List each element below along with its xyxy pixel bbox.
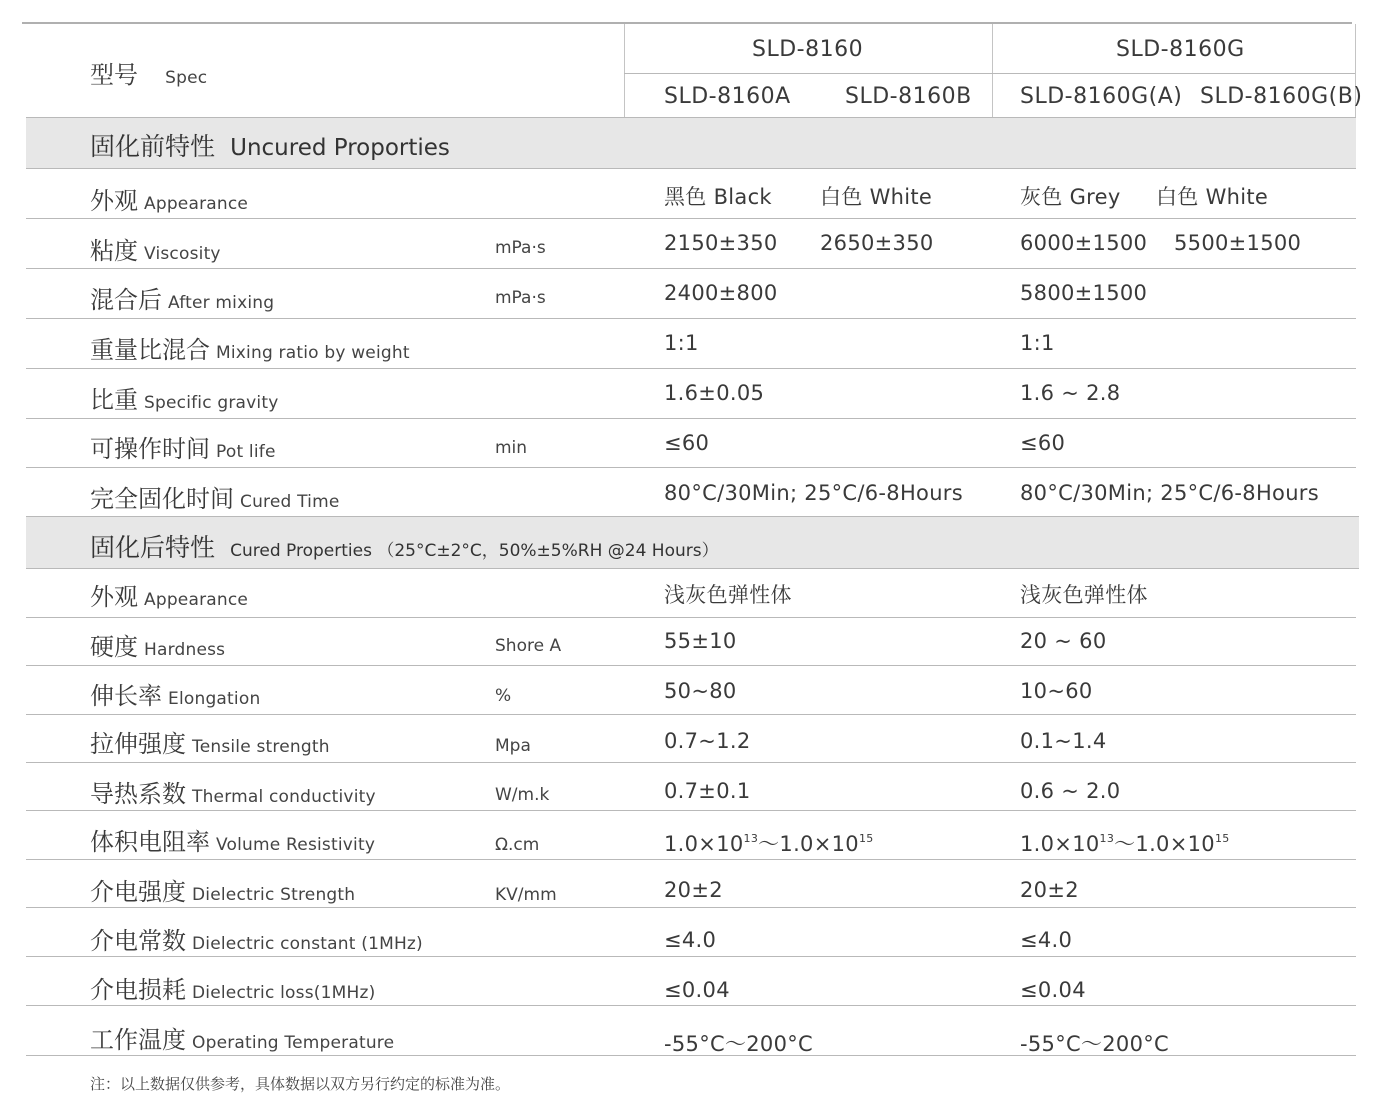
- property-en: Dielectric loss(1MHz): [192, 983, 376, 1003]
- property-zh: 介电损耗: [90, 976, 186, 1004]
- value-c: 0.6 ~ 2.0: [1020, 779, 1121, 803]
- unit: mPa·s: [495, 288, 546, 308]
- col-header-c: SLD-8160G(A): [1020, 84, 1183, 109]
- col-header-a: SLD-8160A: [664, 84, 791, 109]
- value-a: 1.6±0.05: [664, 381, 765, 405]
- property-label: [90, 577, 248, 612]
- property-en: Thermal conductivity: [192, 787, 376, 807]
- value-c: 浅灰色弹性体: [1020, 583, 1148, 607]
- property-label: [90, 479, 340, 514]
- row-rule: [26, 810, 1356, 811]
- property-label: [90, 921, 423, 956]
- property-en: Appearance: [144, 194, 249, 214]
- property-label: [90, 429, 276, 464]
- property-zh: 粘度: [90, 237, 138, 265]
- value-c: ≤60: [1020, 431, 1066, 455]
- property-label: [90, 1020, 394, 1055]
- value-a: 55±10: [664, 629, 737, 653]
- spec-header-cell: [90, 55, 207, 90]
- unit: mPa·s: [495, 238, 546, 258]
- value-a: ≤4.0: [664, 928, 717, 952]
- unit: Mpa: [495, 736, 531, 756]
- value-c: 5800±1500: [1020, 281, 1148, 305]
- unit: min: [495, 438, 528, 458]
- value-c: 20 ~ 60: [1020, 629, 1107, 653]
- property-en: After mixing: [168, 293, 275, 313]
- group-header-sld-8160: SLD-8160: [752, 37, 864, 62]
- value-a-base: 1.0×10: [664, 832, 744, 856]
- value-a: 0.7±0.1: [664, 779, 751, 803]
- property-label: [90, 724, 330, 759]
- value-c: 6000±1500: [1020, 231, 1148, 255]
- property-label: [90, 627, 225, 662]
- value-a: ≤0.04: [664, 978, 730, 1002]
- value-c: 10~60: [1020, 679, 1093, 703]
- property-label: [90, 970, 375, 1005]
- value-c: 灰色 Grey: [1020, 185, 1121, 209]
- value-b: 白色 White: [820, 185, 933, 209]
- property-zh: 拉伸强度: [90, 730, 186, 758]
- value-a: -55°C～200°C: [664, 1032, 814, 1056]
- header-divider-2: [992, 24, 993, 117]
- value-d: 5500±1500: [1174, 231, 1302, 255]
- value-a: 黑色 Black: [664, 185, 772, 209]
- row-rule: [26, 665, 1356, 666]
- unit: Ω.cm: [495, 835, 540, 855]
- value-a-exponent: 13: [743, 832, 759, 845]
- value-d: 白色 White: [1156, 185, 1269, 209]
- property-zh: 外观: [90, 187, 138, 215]
- property-zh: 外观: [90, 583, 138, 611]
- value-a: 0.7~1.2: [664, 729, 751, 753]
- property-label: [90, 231, 221, 266]
- row-rule: [26, 268, 1356, 269]
- row-rule: [26, 418, 1356, 419]
- unit: W/m.k: [495, 785, 550, 805]
- header-mid-rule: [624, 73, 1355, 74]
- property-en: Appearance: [144, 590, 249, 610]
- value-c-base: 1.0×10: [1020, 832, 1100, 856]
- property-label: [90, 330, 410, 365]
- value-a: [664, 828, 874, 858]
- property-zh: 导热系数: [90, 780, 186, 808]
- cured-title-en: Cured Properties （25°C±2°C，50%±5%RH @24 Hours）: [230, 541, 719, 561]
- value-c: 1:1: [1020, 331, 1055, 355]
- property-zh: 伸长率: [90, 682, 162, 710]
- row-rule: [26, 467, 1356, 468]
- value-c: [1020, 828, 1230, 858]
- value-c-exponent-2: 15: [1214, 832, 1230, 845]
- col-header-b: SLD-8160B: [845, 84, 972, 109]
- top-rule: [22, 22, 1352, 24]
- header-divider-1: [624, 24, 625, 117]
- property-zh: 完全固化时间: [90, 485, 234, 513]
- group-header-sld-8160g: SLD-8160G: [1116, 37, 1245, 62]
- value-a: ≤60: [664, 431, 710, 455]
- row-rule: [26, 956, 1356, 957]
- value-c-exponent: 13: [1099, 832, 1115, 845]
- value-a: 1:1: [664, 331, 699, 355]
- value-a: 80°C/30Min; 25°C/6-8Hours: [664, 481, 963, 505]
- value-a: 50~80: [664, 679, 737, 703]
- cured-title-zh: 固化后特性: [90, 533, 216, 562]
- value-c: 1.6 ~ 2.8: [1020, 381, 1121, 405]
- property-label: [90, 774, 376, 809]
- property-label: [90, 872, 355, 907]
- property-zh: 体积电阻率: [90, 828, 210, 856]
- property-zh: 混合后: [90, 286, 162, 314]
- property-en: Hardness: [144, 640, 226, 660]
- value-c: 80°C/30Min; 25°C/6-8Hours: [1020, 481, 1319, 505]
- property-zh: 可操作时间: [90, 435, 210, 463]
- value-c: 20±2: [1020, 878, 1079, 902]
- property-label: [90, 181, 248, 216]
- property-zh: 硬度: [90, 633, 138, 661]
- row-rule: [26, 714, 1356, 715]
- property-label: [90, 822, 375, 857]
- cured-section-title: [90, 528, 719, 564]
- row-rule: [26, 859, 1356, 860]
- value-a-exponent-2: 15: [858, 832, 874, 845]
- value-a: 2400±800: [664, 281, 778, 305]
- value-b: 2650±350: [820, 231, 934, 255]
- property-en: Mixing ratio by weight: [216, 343, 410, 363]
- property-en: Elongation: [168, 689, 261, 709]
- unit: %: [495, 686, 512, 706]
- value-c: ≤4.0: [1020, 928, 1073, 952]
- row-rule: [26, 218, 1356, 219]
- property-zh: 工作温度: [90, 1026, 186, 1054]
- property-en: Pot life: [216, 442, 276, 462]
- property-zh: 介电强度: [90, 878, 186, 906]
- uncured-title-zh: 固化前特性: [90, 132, 216, 161]
- value-a-base-2: ～1.0×10: [758, 832, 859, 856]
- footnote: 注：以上数据仅供参考，具体数据以双方另行约定的标准为准。: [90, 1075, 511, 1093]
- value-a: 20±2: [664, 878, 723, 902]
- property-label: [90, 280, 274, 315]
- property-zh: 重量比混合: [90, 336, 210, 364]
- spec-label-zh: 型号: [90, 61, 138, 89]
- property-en: Specific gravity: [144, 393, 279, 413]
- value-c: 0.1~1.4: [1020, 729, 1107, 753]
- property-en: Dielectric Strength: [192, 885, 356, 905]
- value-c-base-2: ～1.0×10: [1114, 832, 1215, 856]
- row-rule: [26, 617, 1356, 618]
- row-rule: [26, 762, 1356, 763]
- value-a: 浅灰色弹性体: [664, 583, 792, 607]
- value-c: -55°C～200°C: [1020, 1032, 1170, 1056]
- property-zh: 介电常数: [90, 927, 186, 955]
- value-c: ≤0.04: [1020, 978, 1086, 1002]
- spec-label-en: Spec: [165, 68, 208, 88]
- property-label: [90, 676, 260, 711]
- property-label: [90, 380, 278, 415]
- row-rule: [26, 318, 1356, 319]
- property-en: Tensile strength: [192, 737, 330, 757]
- unit: KV/mm: [495, 885, 557, 905]
- row-rule: [26, 1005, 1356, 1006]
- value-a: 2150±350: [664, 231, 778, 255]
- property-en: Viscosity: [144, 244, 221, 264]
- uncured-section-title: [90, 127, 450, 163]
- property-zh: 比重: [90, 386, 138, 414]
- row-rule: [26, 907, 1356, 908]
- col-header-d: SLD-8160G(B): [1200, 84, 1363, 109]
- unit: Shore A: [495, 636, 562, 656]
- property-en: Volume Resistivity: [216, 835, 376, 855]
- property-en: Cured Time: [240, 492, 340, 512]
- row-rule: [26, 368, 1356, 369]
- property-en: Operating Temperature: [192, 1033, 395, 1053]
- property-en: Dielectric constant (1MHz): [192, 934, 423, 954]
- uncured-title-en: Uncured Proporties: [230, 135, 450, 161]
